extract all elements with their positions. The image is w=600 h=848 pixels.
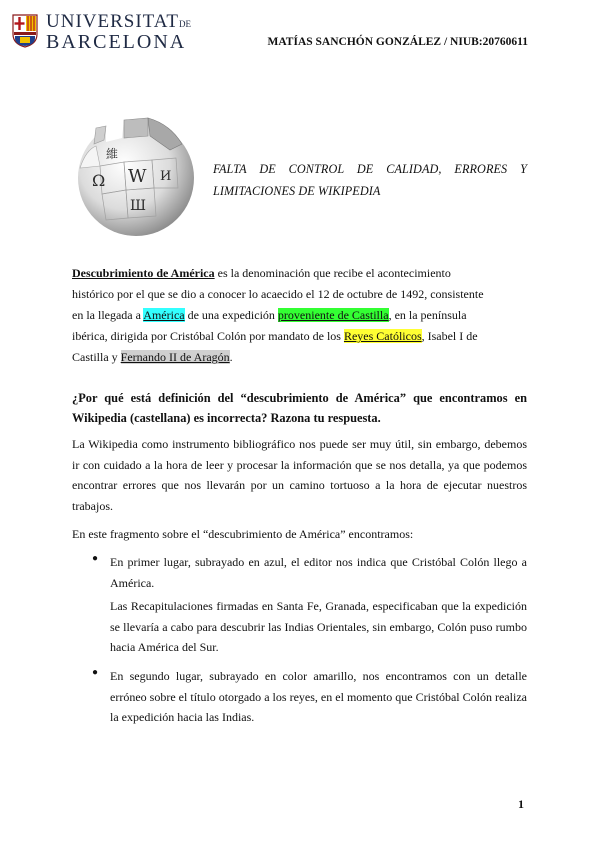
question-heading: ¿Por qué está definición del “descubrimiento de América” que encontramos en Wikipedia (castellana) es incorrecta? Razona tu respuesta. [72,391,527,425]
wikipedia-globe-icon [66,110,196,240]
bullet-item-1: En primer lugar, subrayado en azul, el editor nos indica que Cristóbal Colón llego a América. [110,555,527,590]
university-shield-icon [12,14,38,48]
paragraph-fragment: En este fragmento sobre el “descubrimiento de América” encontramos: [72,527,414,541]
svg-text:W: W [128,166,147,187]
excerpt-term: Descubrimiento de América [72,266,215,280]
document-title: FALTA DE CONTROL DE CALIDAD, ERRORES Y LIMITACIONES DE WIKIPEDIA [213,162,527,198]
author-id: MATÍAS SANCHÓN GONZÁLEZ / NIUB:20760611 [267,36,528,48]
svg-text:Ш: Ш [130,198,146,214]
svg-text:維: 維 [106,147,119,161]
highlight-fernando: Fernando II de Aragón [120,350,230,364]
highlight-america: América [143,308,185,322]
bullet-dot: ● [92,553,99,564]
highlight-castilla: proveniente de Castilla [277,308,389,322]
bullet-item-2: En segundo lugar, subrayado en color amarillo, nos encontramos con un detalle erróneo sobre el título otorgado a los reyes, en el momento que Cristóbal Colón realiza la expedición hacia las Indias. [110,669,527,724]
bullet-item-1-detail: Las Recapitulaciones firmadas en Santa Fe, Granada, especificaban que la expedición se llevaría a cabo para descubrir las Indias Orientales, sin embargo, Colón puso rumbo hacia América del Sur. [110,599,527,654]
page-number: 1 [518,797,524,811]
paragraph-intro: La Wikipedia como instrumento bibliográfico nos puede ser muy útil, sin embargo, debemos ir con cuidado a la hora de leer y procesar la información que se nos detalla, ya que podemos encontrar errores que nos llevarán por un camino tortuoso a la hora de ejecutar nuestros trabajos. [72,437,527,513]
svg-text:И: И [160,169,172,184]
university-logo: UNIVERSITATDE BARCELONA [46,11,191,53]
bullet-dot: ● [92,667,99,678]
svg-text:Ω: Ω [92,171,106,190]
wikipedia-excerpt: Descubrimiento de América es la denominación que recibe el acontecimiento histórico por el que se dio a conocer lo acaecido el 12 de octubre de 1492, consistente en la llegada a América de una expedición proveniente de Castilla, en la península ibérica, dirigida por Cristóbal Colón por mandato de los Reyes Católicos, Isabel I de Castilla y Fernando II de Aragón. [72,266,484,364]
highlight-reyes-catolicos: Reyes Católicos [343,329,422,343]
